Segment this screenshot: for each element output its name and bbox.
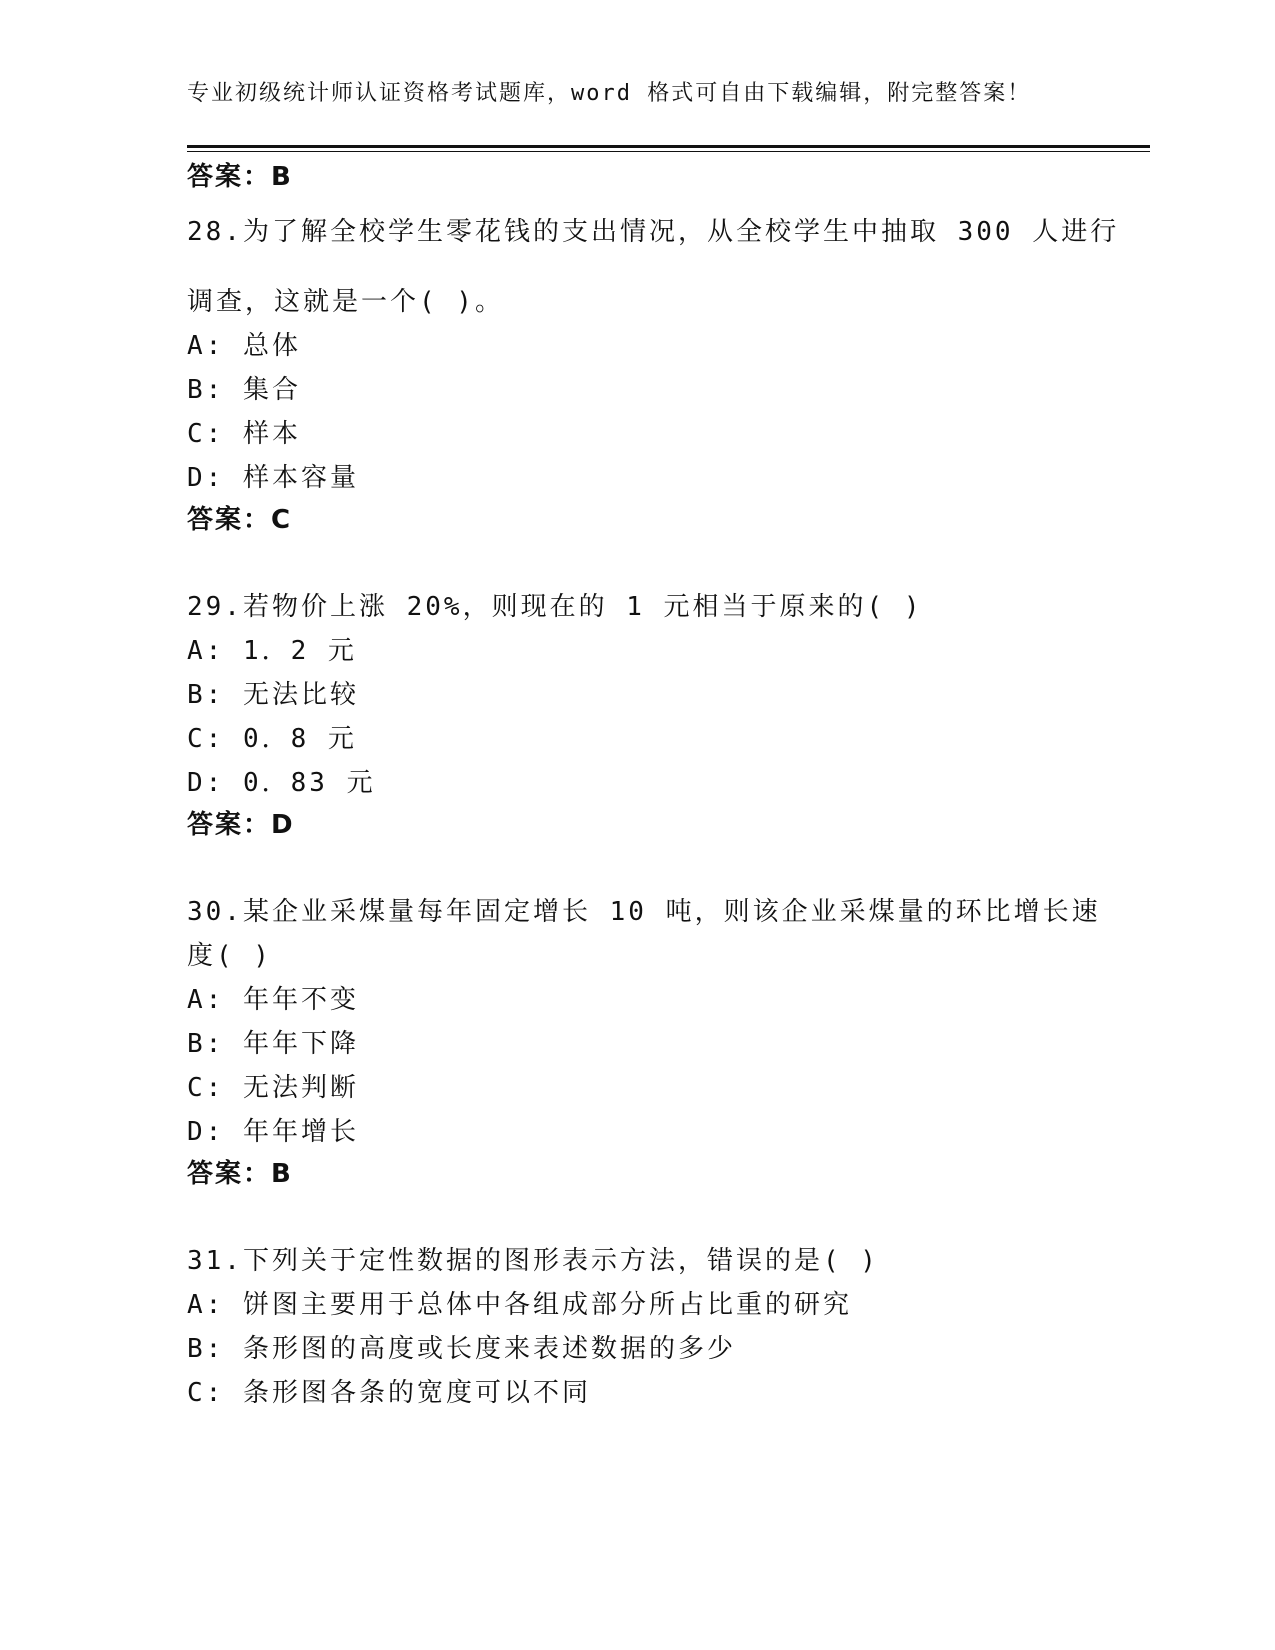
option-b: B: 年年下降 [187,1029,359,1059]
option-a: A: 1．2 元 [187,636,357,666]
option-c: C: 样本 [187,419,301,449]
answer: 答案：C [187,505,293,535]
option-c: C: 条形图各条的宽度可以不同 [187,1378,591,1408]
answer: 答案：D [187,810,295,840]
option-a: A: 饼图主要用于总体中各组成部分所占比重的研究 [187,1290,852,1320]
option-b: B: 条形图的高度或长度来表述数据的多少 [187,1334,736,1364]
question-stem-line: 28.为了解全校学生零花钱的支出情况，从全校学生中抽取 300 人进行 [187,217,1120,247]
option-a: A: 年年不变 [187,985,359,1015]
question-stem-line: 30.某企业采煤量每年固定增长 10 吨，则该企业采煤量的环比增长速 [187,897,1101,927]
option-d: D: 0．83 元 [187,768,376,798]
question-stem-line: 29.若物价上涨 20%，则现在的 1 元相当于原来的( ) [187,592,923,622]
option-a: A: 总体 [187,331,301,361]
option-d: D: 样本容量 [187,463,359,493]
answer: 答案：B [187,1159,293,1189]
question-stem-line: 调查，这就是一个( )。 [187,287,504,317]
question-stem-line: 31.下列关于定性数据的图形表示方法，错误的是( ) [187,1246,879,1276]
previous-answer: 答案：B [187,162,293,192]
option-c: C: 无法判断 [187,1073,359,1103]
question-stem-line: 度( ) [187,941,272,971]
header-title: 专业初级统计师认证资格考试题库，word 格式可自由下载编辑，附完整答案！ [187,81,1032,106]
option-d: D: 年年增长 [187,1117,359,1147]
option-b: B: 无法比较 [187,680,359,710]
header-divider-thick [187,145,1150,148]
header-divider-thin [187,151,1150,152]
option-c: C: 0．8 元 [187,724,357,754]
option-b: B: 集合 [187,375,301,405]
